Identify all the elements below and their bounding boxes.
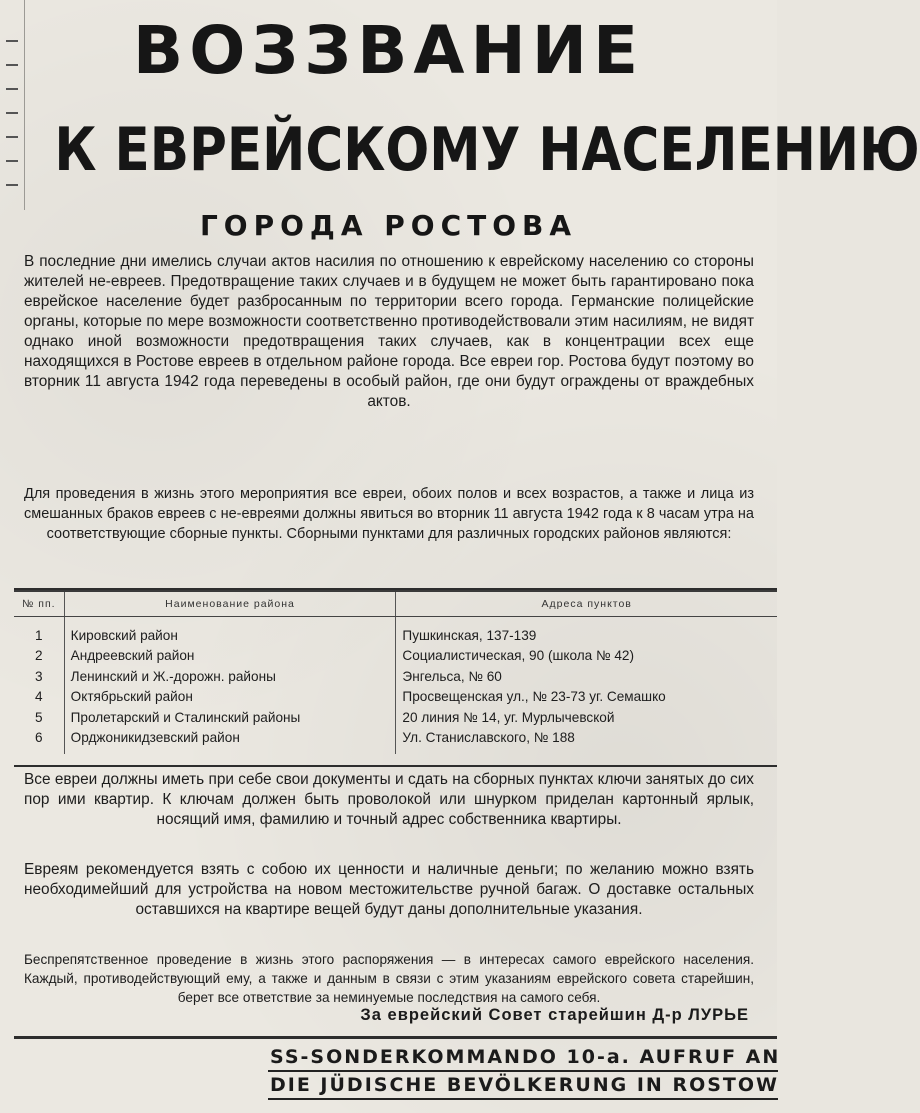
table-bottom-rule	[14, 765, 777, 767]
poster-subtitle: ГОРОДА РОСТОВА	[199, 209, 578, 242]
row-district: Орджоникидзевский район	[64, 728, 396, 755]
table-row	[14, 646, 777, 667]
german-underline-2	[268, 1098, 778, 1100]
row-number: 2	[14, 646, 64, 667]
row-district: Октябрьский район	[64, 687, 396, 708]
row-district: Ленинский и Ж.-дорожн. районы	[64, 666, 396, 687]
german-caption-line2: DIE JÜDISCHE BEVÖLKERUNG IN ROSTOW	[270, 1074, 779, 1096]
header-district: Наименование района	[64, 591, 396, 617]
signature: За еврейский Совет старейшин Д-р ЛУРЬЕ	[360, 1006, 749, 1024]
german-underline-1	[268, 1070, 778, 1072]
row-number: 1	[14, 617, 64, 646]
row-address: 20 линия № 14, уг. Мурлычевской	[402, 709, 615, 725]
row-number: 3	[14, 666, 64, 687]
table-row	[14, 687, 777, 708]
table-row	[14, 666, 777, 687]
row-address: Ул. Станиславского, № 188	[402, 730, 575, 746]
row-district: Кировский район	[64, 617, 396, 646]
row-district: Андреевский район	[64, 646, 396, 667]
paragraph-intro: В последние дни имелись случаи актов насилия по отношению к еврейскому населению со стороны жителей не-евреев. Предотвращение таких случаев и в будущем не может быть гарантировано пока еврейское население будет разбросанным по территории всего города. Германские полицейские органы, которые по мере возможности соответственно противодействовали этим насилиям, не видят однако иной возможности предотвращения таких случаев, как в концентрации всех еще находящихся в Ростове евреев в отдельном районе города. Все евреи гор. Ростова будут поэтому во вторник 11 августа 1942 года переведены в особый район, где они будут ограждены от враждебных актов.	[24, 253, 754, 410]
row-address: Пушкинская, 137-139	[402, 627, 537, 643]
paragraph-instructions: Для проведения в жизнь этого мероприятия все евреи, обоих полов и всех возрастов, а также и лица из смешанных браков евреев с не-евреями должны явиться во вторник 11 августа 1942 года к 8 часам утра на соответствующие сборные пункты. Сборными пунктами для различных городских районов являются:	[24, 486, 754, 542]
row-district: Пролетарский и Сталинский районы	[64, 707, 396, 728]
footer-rule	[14, 1036, 777, 1039]
table-row	[14, 728, 777, 755]
header-address: Адреса пунктов	[396, 591, 777, 617]
row-number: 5	[14, 707, 64, 728]
poster-title-line2: К ЕВРЕЙСКОМУ НАСЕЛЕНИЮ	[54, 115, 920, 185]
row-number: 4	[14, 687, 64, 708]
row-address: Энгельса, № 60	[402, 668, 502, 684]
table-header-row	[14, 591, 777, 617]
header-number: № пп.	[14, 591, 64, 617]
paragraph-documents: Все евреи должны иметь при себе свои документы и сдать на сборных пунктах ключи занятых до сих пор ими квартир. К ключам должен быть проволокой или шнурком приделан картонный ярлык, носящий имя, фамилию и точный адрес собственника квартиры.	[24, 771, 754, 828]
german-caption-line1: SS-SONDERKOMMANDO 10-a. AUFRUF AN	[270, 1046, 781, 1068]
row-address: Просвещенская ул., № 23-73 уг. Семашко	[402, 689, 666, 705]
paragraph-warning: Беспрепятственное проведение в жизнь этого распоряжения — в интересах самого еврейского населения. Каждый, противодействующий ему, а также и данным в связи с этим указаниям еврейского совета старейшин, берет все ответствие за неминуемые последствия на самого себя.	[24, 952, 754, 1005]
table-row	[14, 617, 777, 646]
assembly-points-table	[14, 590, 777, 754]
poster-title: ВОЗЗВАНИЕ	[132, 12, 645, 89]
row-address: Социалистическая, 90 (школа № 42)	[402, 648, 635, 664]
paragraph-valuables: Евреям рекомендуется взять с собою их ценности и наличные деньги; по желанию можно взять необходимейший для устройства на новом местожительстве ручной багаж. О доставке остальных оставшихся на квартире вещей будут даны дополнительные указания.	[24, 861, 754, 918]
row-number: 6	[14, 728, 64, 755]
table-row	[14, 707, 777, 728]
